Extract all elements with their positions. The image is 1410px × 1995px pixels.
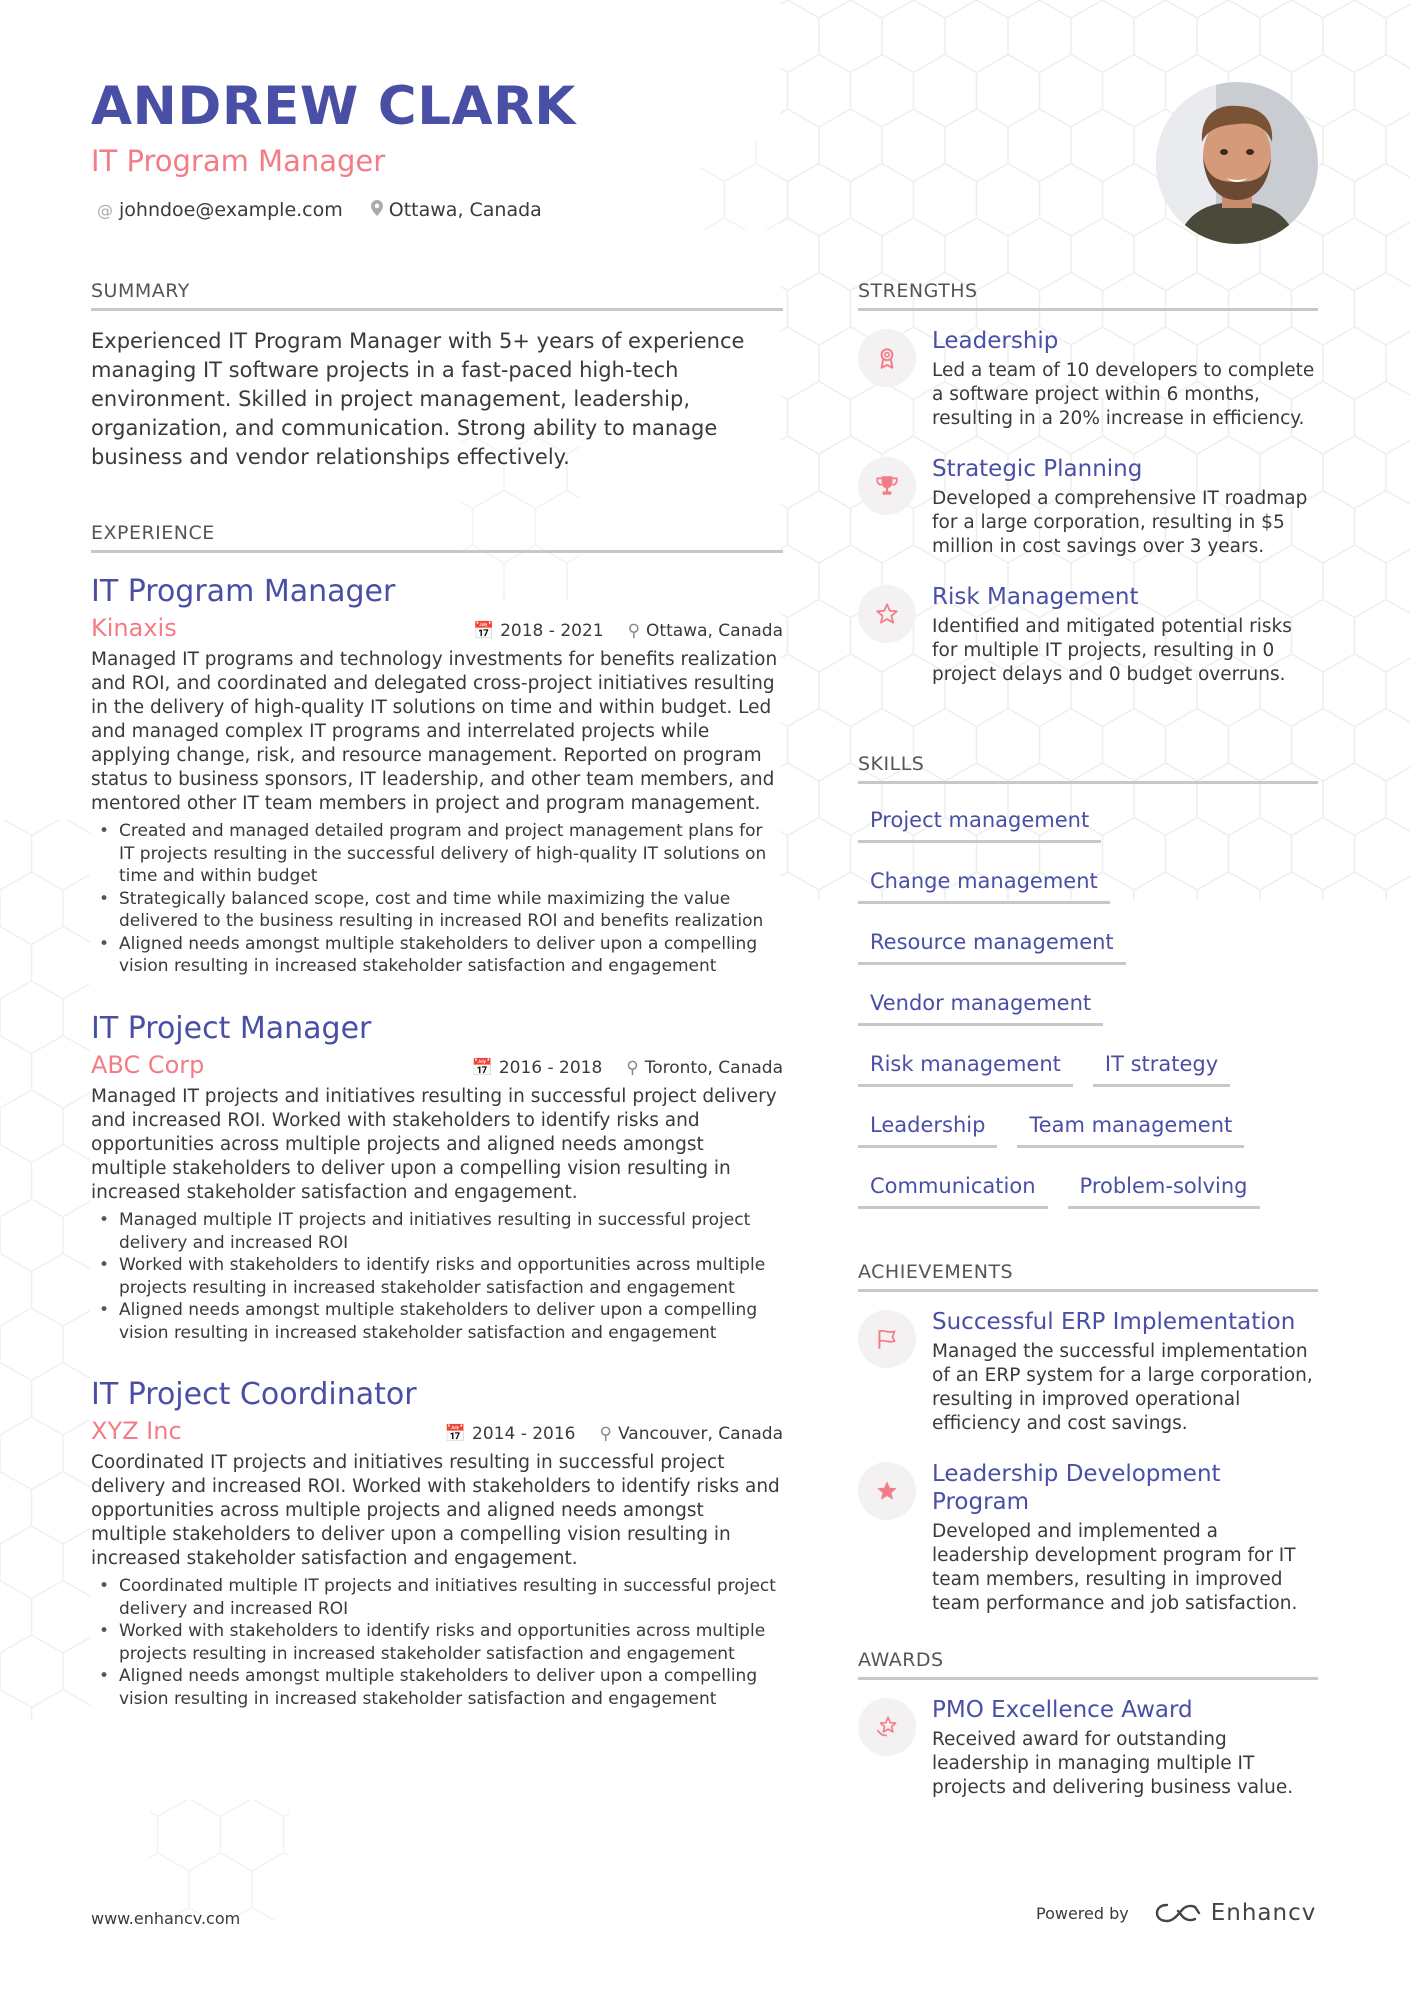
- job-bullets: [91, 820, 783, 978]
- contact-location: [371, 199, 542, 221]
- job-dates-location: [473, 621, 783, 641]
- awards-section: [858, 1649, 1318, 1824]
- skill-tag: Problem-solving: [1068, 1166, 1260, 1209]
- job-location: Vancouver, Canada: [617, 1424, 783, 1444]
- skill-tag: Risk management: [858, 1044, 1073, 1087]
- achievements-section: [858, 1261, 1318, 1640]
- award-ribbon-icon: [858, 329, 916, 387]
- job-dates: 2016 - 2018: [498, 1058, 603, 1078]
- experience-entry: [91, 1011, 783, 1344]
- achievement-description: Managed the successful implementation of an ERP system for a large corporation, resulting in improved operational efficiency and cost savings.: [932, 1341, 1313, 1434]
- experience-section: [91, 522, 783, 569]
- skills-heading: SKILLS: [858, 753, 1318, 784]
- strength-item: [858, 455, 1318, 559]
- achievement-title: Successful ERP Implementation: [932, 1309, 1296, 1335]
- job-description: Managed IT projects and initiatives resulting in successful project delivery and increased ROI. Worked with stakeholders to identify risks and opportunities across multiple projects and aligned needs amongst multiple stakeholders to deliver upon a compelling vision resulting in increased stakeholder satisfaction and engagement.: [91, 1086, 777, 1203]
- calendar-icon: 📅: [444, 1424, 467, 1444]
- job-company: XYZ Inc: [91, 1417, 182, 1445]
- footer-powered-by: [1036, 1900, 1316, 1926]
- skill-tag: IT strategy: [1093, 1044, 1230, 1087]
- candidate-name: ANDREW CLARK: [91, 76, 576, 137]
- job-description: Coordinated IT projects and initiatives resulting in successful project delivery and increased ROI. Worked with stakeholders to identify risks and opportunities across multiple projects and aligned needs amongst multiple stakeholders to deliver upon a compelling vision resulting in increased stakeholder satisfaction and engagement.: [91, 1452, 780, 1569]
- profile-photo: [1156, 82, 1318, 244]
- job-bullets: [91, 1575, 783, 1710]
- award-item: [858, 1696, 1318, 1800]
- powered-by-label: Powered by: [1036, 1903, 1129, 1923]
- awards-heading: AWARDS: [858, 1649, 1318, 1680]
- brand-name: Enhancv: [1210, 1900, 1317, 1926]
- job-dates: 2014 - 2016: [472, 1424, 576, 1444]
- job-meta: [91, 1417, 783, 1445]
- summary-text: Experienced IT Program Manager with 5+ years of experience managing IT software projects in a fast-paced high-tech environment. Skilled in project management, leadership, organization, and communication. Strong ability to manage business and vendor relationships effectively.: [91, 329, 745, 469]
- job-bullet: • Aligned needs amongst multiple stakeholders to deliver upon a compelling vision resulting in increased stakeholder satisfaction and engagement: [119, 1665, 783, 1710]
- strength-title: Leadership: [932, 328, 1059, 354]
- strength-description: Identified and mitigated potential risks for multiple IT projects, resulting in 0 project delays and 0 budget overruns.: [932, 616, 1292, 685]
- job-role: IT Project Coordinator: [91, 1377, 417, 1412]
- at-icon: @: [97, 200, 113, 220]
- strengths-section: [858, 280, 1318, 711]
- skill-tag: Vendor management: [858, 983, 1103, 1026]
- location-pin-icon: ⚲: [627, 621, 641, 641]
- job-bullet: • Coordinated multiple IT projects and initiatives resulting in successful project delivery and increased ROI: [119, 1575, 783, 1620]
- job-dates: 2018 - 2021: [500, 621, 604, 641]
- job-bullet: • Worked with stakeholders to identify risks and opportunities across multiple projects resulting in increased stakeholder satisfaction and engagement: [119, 1254, 783, 1299]
- enhancv-logo-icon: [1155, 1901, 1201, 1925]
- job-role: IT Program Manager: [91, 574, 396, 609]
- job-location: Ottawa, Canada: [646, 621, 783, 641]
- contact-email[interactable]: [97, 199, 343, 221]
- calendar-icon: 📅: [472, 621, 495, 641]
- job-bullet: • Aligned needs amongst multiple stakeholders to deliver upon a compelling vision resulting in increased stakeholder satisfaction and engagement: [119, 933, 783, 978]
- achievement-description: Developed and implemented a leadership development program for IT team members, resulting in improved team performance and job satisfaction.: [932, 1521, 1298, 1614]
- achievement-title: Leadership Development Program: [932, 1461, 1221, 1515]
- strength-item: [858, 327, 1318, 431]
- summary-heading: SUMMARY: [91, 280, 783, 311]
- strength-description: Led a team of 10 developers to complete a software project within 6 months, resulting in a 20% increase in efficiency.: [932, 360, 1315, 429]
- job-bullet: • Created and managed detailed program and project management plans for IT projects resulting in the successful delivery of high-quality IT solutions on time and within budget: [119, 820, 783, 888]
- job-dates-location: [445, 1424, 783, 1444]
- job-bullet: • Worked with stakeholders to identify risks and opportunities across multiple projects resulting in increased stakeholder satisfaction and engagement: [119, 1620, 783, 1665]
- location-pin-icon: ⚲: [626, 1058, 639, 1078]
- job-company: Kinaxis: [91, 614, 177, 642]
- candidate-title: IT Program Manager: [91, 144, 386, 178]
- strengths-heading: STRENGTHS: [858, 280, 1318, 311]
- job-bullet: • Managed multiple IT projects and initiatives resulting in successful project delivery and increased ROI: [119, 1209, 783, 1254]
- star-outline-icon: [858, 585, 916, 643]
- trophy-icon: [858, 457, 916, 515]
- strength-item: [858, 583, 1318, 687]
- job-dates-location: [472, 1058, 783, 1078]
- location-pin-icon: [371, 200, 383, 220]
- job-role: IT Project Manager: [91, 1011, 372, 1046]
- star-filled-icon: [858, 1462, 916, 1520]
- brand-logo[interactable]: [1155, 1900, 1317, 1926]
- location-pin-icon: ⚲: [599, 1424, 612, 1444]
- calendar-icon: 📅: [471, 1058, 493, 1078]
- award-title: PMO Excellence Award: [932, 1697, 1193, 1723]
- achievement-item: [858, 1460, 1318, 1616]
- skill-tag: Change management: [858, 861, 1110, 904]
- contact-info: [97, 199, 542, 221]
- job-location: Toronto, Canada: [644, 1058, 783, 1078]
- strength-title: Strategic Planning: [932, 456, 1143, 482]
- job-meta: [91, 614, 783, 642]
- skill-tag: Project management: [858, 800, 1101, 843]
- achievements-heading: ACHIEVEMENTS: [858, 1261, 1318, 1292]
- experience-entry: [91, 574, 783, 978]
- skill-tag: Leadership: [858, 1105, 997, 1148]
- strength-description: Developed a comprehensive IT roadmap for a large corporation, resulting in $5 million in cost savings over 3 years.: [932, 488, 1308, 557]
- strength-title: Risk Management: [932, 584, 1139, 610]
- skills-section: [858, 753, 1318, 1209]
- skill-tag: Resource management: [858, 922, 1126, 965]
- job-meta: [91, 1051, 783, 1079]
- skills-list: [858, 800, 1318, 1209]
- job-description: Managed IT programs and technology investments for benefits realization and ROI, and coordinated and delegated cross-project initiatives resulting in the delivery of high-quality IT solutions on time and within budget. Led and managed complex IT programs and interrelated projects while applying change, risk, and resource management. Reported on program status to business sponsors, IT leadership, and other team members, and mentored other IT team members in project and program management.: [91, 649, 778, 814]
- experience-entry: [91, 1377, 783, 1710]
- footer-website[interactable]: www.enhancv.com: [91, 1909, 241, 1928]
- star-hand-icon: [858, 1698, 916, 1756]
- email-text: johndoe@example.com: [119, 199, 343, 221]
- skill-tag: Team management: [1017, 1105, 1244, 1148]
- experience-heading: EXPERIENCE: [91, 522, 783, 553]
- achievement-item: [858, 1308, 1318, 1436]
- job-company: ABC Corp: [91, 1051, 205, 1079]
- skill-tag: Communication: [858, 1166, 1048, 1209]
- award-description: Received award for outstanding leadership in managing multiple IT projects and delivering business value.: [932, 1729, 1294, 1798]
- job-bullets: [91, 1209, 783, 1344]
- flag-icon: [858, 1310, 916, 1368]
- job-bullet: • Aligned needs amongst multiple stakeholders to deliver upon a compelling vision resulting in increased stakeholder satisfaction and engagement: [119, 1299, 783, 1344]
- job-bullet: • Strategically balanced scope, cost and time while maximizing the value delivered to the business resulting in increased ROI and benefits realization: [119, 888, 783, 933]
- location-text: Ottawa, Canada: [388, 199, 542, 221]
- summary-section: [91, 280, 783, 472]
